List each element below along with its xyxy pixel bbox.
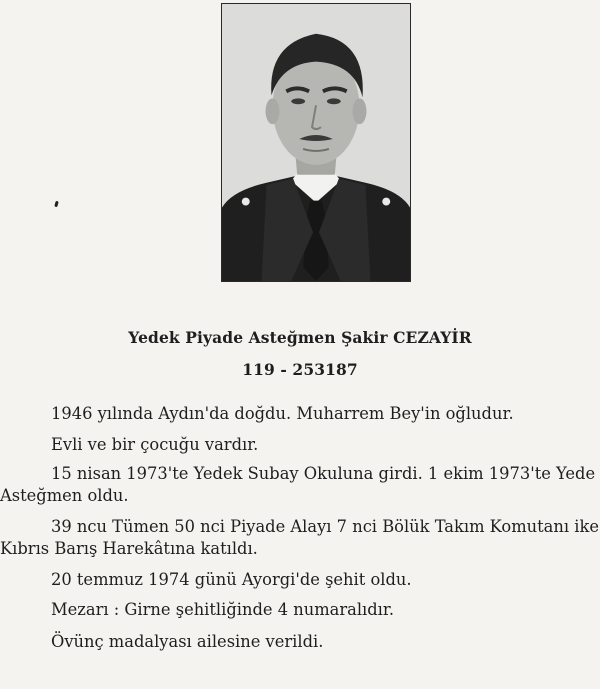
bio-paragraph-4 xyxy=(0,516,600,560)
portrait-photo xyxy=(221,3,411,282)
bio-paragraph-3 xyxy=(0,463,600,507)
bio-paragraph-1 xyxy=(0,403,600,425)
bio-paragraph-2 xyxy=(0,434,600,456)
bio-paragraph-5 xyxy=(0,569,600,591)
bio-line: 1946 yılında Aydın'da doğdu. Muharrem Bey'in oğludur. xyxy=(51,404,514,423)
soldier-id-number: 119 - 253187 xyxy=(242,360,358,379)
bio-line: 15 nisan 1973'te Yedek Subay Okuluna girdi. 1 ekim 1973'te Yede xyxy=(51,464,596,483)
soldier-portrait-illustration xyxy=(222,4,410,281)
bio-line: Övünç madalyası ailesine verildi. xyxy=(51,632,324,651)
bio-line: Evli ve bir çocuğu vardır. xyxy=(51,435,259,454)
print-speck xyxy=(54,201,58,208)
bio-paragraph-7 xyxy=(0,631,600,653)
bio-line: 39 ncu Tümen 50 nci Piyade Alayı 7 nci Bölük Takım Komutanı ike xyxy=(51,517,599,536)
soldier-name-heading: Yedek Piyade Asteğmen Şakir CEZAYİR xyxy=(128,328,472,347)
bio-line: Mezarı : Girne şehitliğinde 4 numaralıdır. xyxy=(51,600,395,619)
bio-line: Asteğmen oldu. xyxy=(0,486,129,505)
bio-line: 20 temmuz 1974 günü Ayorgi'de şehit oldu. xyxy=(51,570,412,589)
bio-paragraph-6 xyxy=(0,599,600,621)
bio-line: Kıbrıs Barış Harekâtına katıldı. xyxy=(0,539,258,558)
